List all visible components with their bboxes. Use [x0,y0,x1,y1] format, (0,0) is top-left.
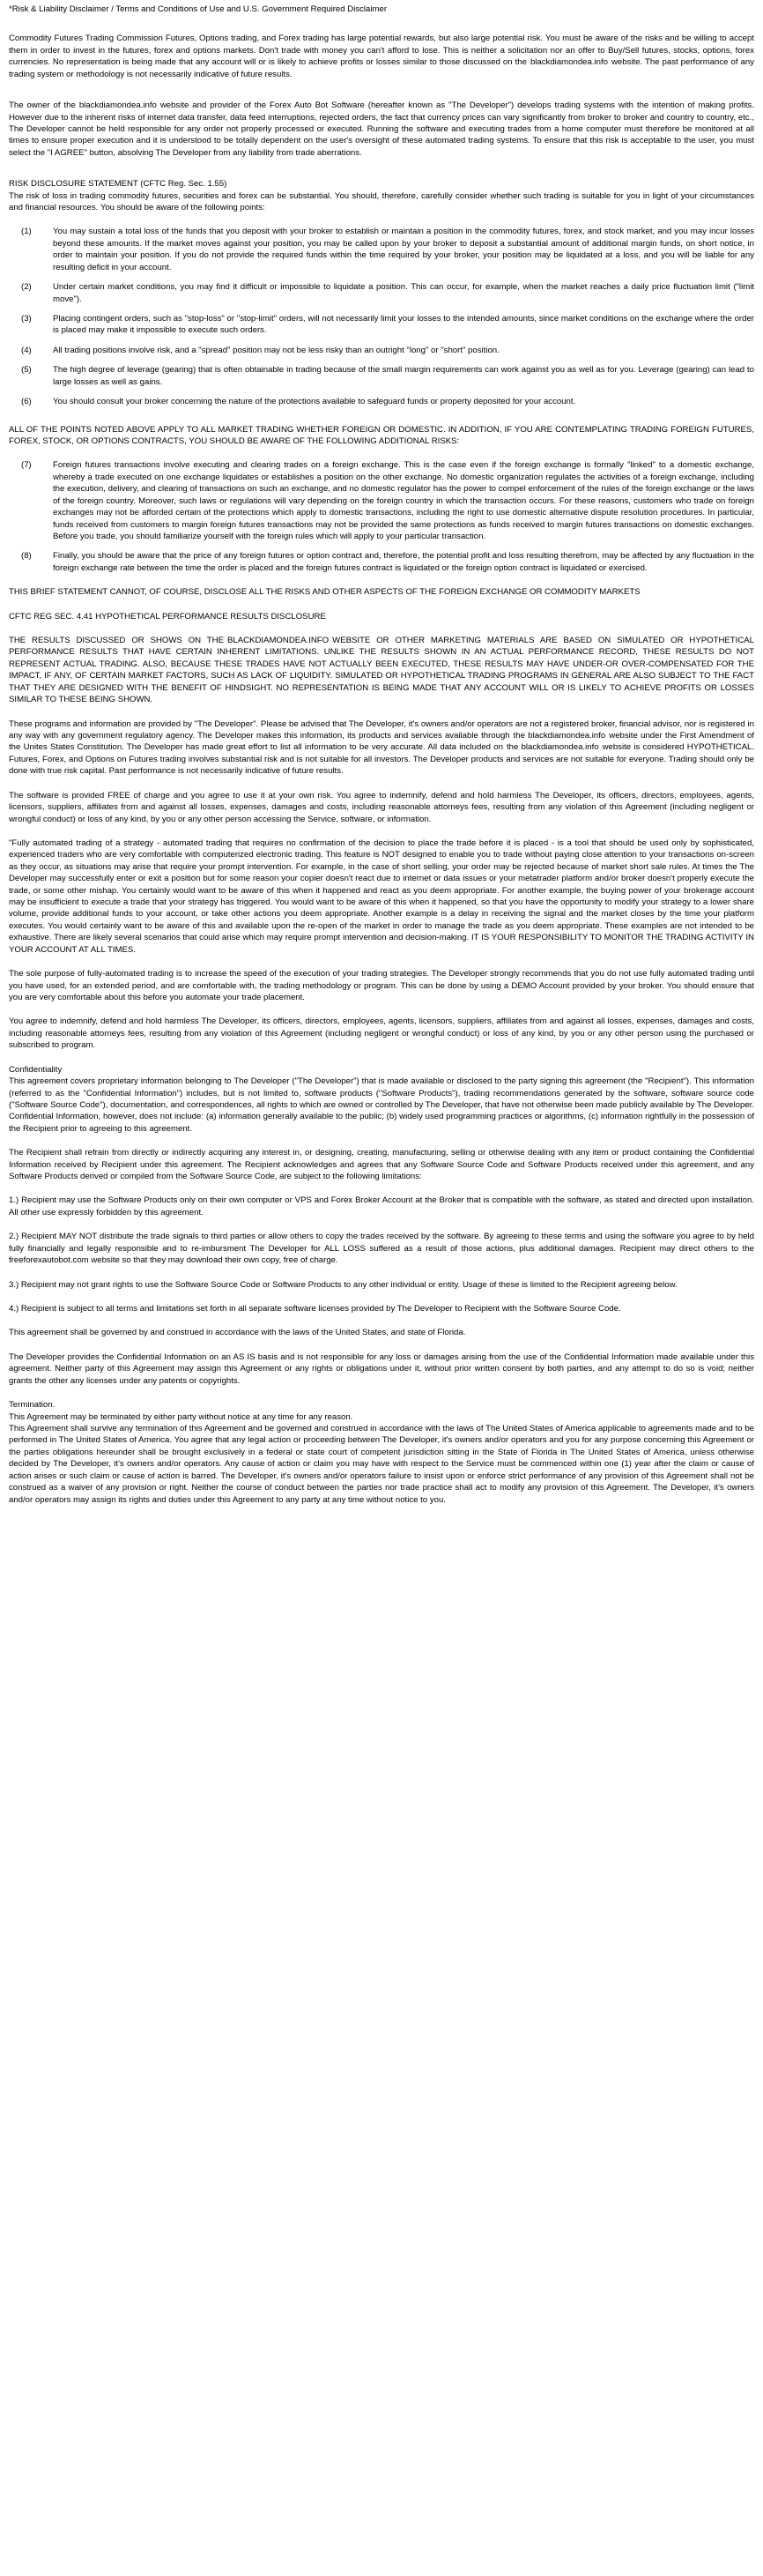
brief-statement: THIS BRIEF STATEMENT CANNOT, OF COURSE, DISCLOSE ALL THE RISKS AND OTHER ASPECTS OF THE FOREIGN EXCHANGE OR COMMODITY MARKETS [9,587,641,598]
risk-item [9,313,754,337]
risk-item-text: Foreign futures transactions involve executing and clearing trades on a foreign exchange. This is the case even if the foreign exchange is formally "linked" to a domestic exchange, whereby a trade executed on one exchange liquidates or establishes a position on the other exchange. No domestic organization regulates the activities of a foreign exchange, including the execution, delivery, and clearing of transactions on such an exchange, and no domestic regulator has the power to compel enforcement of the rules of the foreign exchange or the laws of the foreign country. Moreover, such laws or regulations will vary depending on the foreign country in which the transaction occurs. For these reasons, customers who trade on foreign exchanges may not be afforded certain of the protections which apply to domestic transactions, including the right to use domestic alternative dispute resolution procedures. In particular, funds received from customers to margin foreign futures transactions may not be provided the same protections as funds received to margin futures transactions on domestic exchanges. Before you trade, you should familiarize yourself with the foreign rules which will apply to your particular transaction. [53,460,754,541]
termination-heading: Termination. [9,1400,56,1411]
site-name: the blackdiamondea.info [513,730,606,741]
limitation-3: 3.) Recipient may not grant rights to use the Software Source Code or Software Products to any other individual or entity. Usage of these is limited to the Recipient agreeing below. [9,1279,678,1290]
as-is-paragraph: The Developer provides the Confidential Information on an AS IS basis and is not responsible for any loss or damages arising from the use of the Confidential Information made available under this agreement. Neither party of this Agreement may assign this Agreement or any rights or obligations under it, without prior written consent by both parties, and any attempt to do so is void; neither grants the other any licenses under any patents or copyrights. [9,1351,754,1386]
governing-law-paragraph: This agreement shall be governed by and construed in accordance with the laws of the United States, and state of Florida. [9,1328,466,1338]
site-name: the blackdiamondea.info [506,742,599,753]
site-name: blackdiamondea.info [78,101,157,111]
risk-item [9,345,754,356]
confidentiality-paragraph-1: This agreement covers proprietary information belonging to The Developer ("The Developer") that is made available or disclosed to the party signing this agreement (the "Recipient"). This information (referred to as the "Confidential Information") includes, but is not limited to, software products ("Software Products"), trading recommendations generated by the software, software source code ("Software Source Code"), documentation, and correspondences, all rights to which are owned or controlled by The Developer, that have not otherwise been made publicly available by The Developer. Confidential Information, however, does not include: (a) information generally available to the public; (b) widely used programming practices or algorithms, (c) information rightfully in the possession of the Recipient prior to agreeing to this agreement. [9,1076,754,1134]
site-name: BLACKDIAMONDEA.INFO [226,636,330,646]
risk-item-text: The high degree of leverage (gearing) that is often obtainable in trading because of the small margin requirements can work against you as well as for you. Leverage (gearing) can lead to large losses as well as gains. [53,365,754,387]
intro-paragraph-1: Commodity Futures Trading Commission Futures, Options trading, and Forex trading has large potential rewards, but also large potential risk. You must be aware of the risks and be willing to accept them in order to invest in the futures, forex and options markets. Don't trade with money you can't afford to lose. This is neither a solicitation nor an offer to Buy/Sell futures, stocks, options, forex currencies. No representation is being made that any account will or is likely to achieve profits or losses similar to those discussed on the blackdiamondea.info website. The past performance of any trading system or methodology is not necessarily indicative of future results. [9,34,754,79]
risk-item-number: (7) [21,460,32,471]
risk-heading: RISK DISCLOSURE STATEMENT (CFTC Reg. Sec. 1.55) [9,179,227,190]
risk-item-number: (1) [21,227,32,237]
sole-purpose-paragraph: The sole purpose of fully-automated trading is to increase the speed of the execution of your trading strategies. The Developer strongly recommends that you do not use fully automated trading until you have used, for an extended period, and are comfortable with, the trading methodology or program. This can be done by using a DEMO Account provided by your broker. You should ensure that you are very comfortable about this before you automate your trade placement. [9,969,754,1002]
risk-item-text: You may sustain a total loss of the funds that you deposit with your broker to establish or maintain a position in the commodity futures, forex, and stock market, and you may incur losses beyond these amounts. If the market moves against your position, you may be called upon by your broker to deposit a substantial amount of additional margin funds, on short notice, in order to maintain your position. If you do not provide the required funds within the time required by your broker, your position may be liquidated at a loss, and you will be liable for any resulting deficit in your account. [53,227,754,272]
risk-item-number: (5) [21,365,32,376]
risk-item [9,364,754,388]
intro-paragraph-2: The owner of the blackdiamondea.info website and provider of the Forex Auto Bot Software (hereafter known as "The Developer") develops trading systems with the intention of making profits. However due to the inherent risks of internet data transfer, data feed interruptions, rejected orders, the fact that currency prices can vary significantly from broker to broker and country to country, etc., The Developer cannot be held responsible for any order not properly processed or executed. Running the software and executing trades from a home computer must therefore be monitored at all times to ensure proper execution and it is understood to be totally dependent on the user's oversight of these automated trading systems. To ensure that this risk is acceptable to the user, you must select the "I AGREE" button, absolving The Developer from any liability from trade aberrations. [9,101,754,158]
risk-item-text: You should consult your broker concerning the nature of the protections available to safeguard funds or property deposited for your account. [53,397,576,407]
fully-automated-paragraph: "Fully automated trading of a strategy - automated trading that requires no confirmation of the decision to place the trade before it is placed - is a tool that should be used only by sophisticated, experienced traders who are very comfortable with computerized electronic trading. This feature is NOT designed to enable you to trade without paying close attention to your transactions on-screen as they occur, as situations may arise that require your prompt intervention. For example, in the case of short selling, your order may be rejected because of market short sale rules. At times the The Developer may successfully enter or exit a position but for some reason your copier doesn't react due to internet or data issues or your metatrader platform and/or broker doesn't properly execute the trade, or some other mishap. You certainly would want to be aware of this when it happened and react as you deem appropriate. For another example, the buying power of your brokerage account may be insufficient to execute a trade that your strategy has triggered. You would want to be aware of this when it happened, so that you have the opportunity to modify your strategy to a lower share volume, provide additional funds to your account, or take other actions you deem appropriate. Another example is a delay in receiving the signal and the market closes by the time your platform executes. You would certainly want to be aware of this and available upon the re-open of the market in order to manage the trade as you deem appropriate. These examples are not intended to be exhaustive. There are likely several scenarios that could arise which may require prompt intervention and decision-making. IT IS YOUR RESPONSIBILITY TO MONITOR THE TRADING ACTIVITY IN YOUR ACCOUNT AT ALL TIMES. [9,838,754,955]
programs-paragraph: These programs and information are provided by "The Developer". Please be advised that The Developer, it's owners and/or operators are not a registered broker, financial advisor, nor is registered in any way with any government regulatory agency. The Developer makes this information, its products and services available through the blackdiamondea.info website under the First Amendment of the Unites States Constitution. The Developer has made great effort to list all information to be very accurate. All data included on the blackdiamondea.info website is considered HYPOTHETICAL. Futures, Forex, and Options on Futures trading involves substantial risk and is not suitable for all investors. The Developer products and services are not suitable for everyone. Trading should only be done with true risk capital. Past performance is not necessarily indicative of future results. [9,718,754,777]
termination-paragraph: This Agreement may be terminated by either party without notice at any time for any reason. This Agreement shall survive any termination of this Agreement and be governed and construed in accordance with the laws of The United States of America applicable to agreements made and to be performed in The United States of America. You agree that any legal action or proceeding between The Developer, it's owners and/or operators and you for any purpose concerning this Agreement or the parties obligations hereunder shall be brought exclusively in a federal or state court of competent jurisdiction sitting in the State of Florida in The United States of America, unless otherwise decided by The Developer, it's owners and/or operators. Any cause of action or claim you may have with respect to the Service must be commenced within one (1) year after the claim or cause of action arises or such claim or cause of action is barred. The Developer, it's owners and/or operators failure to insist upon or enforce strict performance of any provision of this Agreement shall not be construed as a waiver of any provision or right. Neither the course of conduct between the parties nor trade practice shall act to modify any provision of this Agreement. The Developer, it's owners and/or operators may assign its rights and duties under this Agreement to any party at any time without notice to you. [9,1411,754,1505]
confidentiality-heading: Confidentiality [9,1064,63,1075]
risk-intro: The risk of loss in trading commodity futures, securities and forex can be substantial. You should, therefore, carefully consider whether such trading is suitable for you in light of your circumstances and financial resources. You should be aware of the following points: [9,190,754,213]
foreign-risk-heading: ALL OF THE POINTS NOTED ABOVE APPLY TO ALL MARKET TRADING WHETHER FOREIGN OR DOMESTIC. IN ADDITION, IF YOU ARE CONTEMPLATING TRADING FOREIGN FUTURES, FOREX, STOCK, OR OPTIONS CONTRACTS, YOU SHOULD BE AWARE OF THE FOLLOWING ADDITIONAL RISKS: [9,424,754,446]
risk-item [9,550,754,574]
risk-item-number: (6) [21,397,32,407]
limitation-2: 2.) Recipient MAY NOT distribute the trade signals to third parties or allow others to copy the trades received by the software. By agreeing to these terms and using the software you agree to by held fully financially and legally responsible and to re-imbursment The Developer for ALL LOSS suffered as a result of those actions, plus additional damages. Recipient may direct others to the freeforexautobot.com website so that they may download their own copy, free of charge. [9,1232,754,1266]
confidentiality-paragraph-2: The Recipient shall refrain from directly or indirectly acquiring any interest in, or designing, creating, manufacturing, selling or otherwise dealing with any item or product containing the Confidential Information received by Recipient under this agreement. The Recipient acknowledges and agrees that any Software Source Code and Software Products received under this agreement, and any Software Products derived or compiled from the Software Source Code, are subject to the following limitations: [9,1148,754,1182]
risk-item-number: (8) [21,551,32,562]
risk-item [9,281,754,305]
document-title: *Risk & Liability Disclaimer / Terms and Conditions of Use and U.S. Government Required Disclaimer [9,4,388,14]
limitation-1: 1.) Recipient may use the Software Products only on their own computer or VPS and Forex Broker Account at the Broker that is compatible with the software, as stated and directed upon installation. All other use expressly forbidden by this agreement. [9,1195,754,1217]
site-name: blackdiamondea.info [530,57,608,68]
free-software-paragraph: The software is provided FREE of charge and you agree to use it at your own risk. You agree to indemnify, defend and hold harmless The Developer, its officers, directors, employees, agents, licensors, suppliers, affiliates from and against all losses, expenses, damages and costs, including reasonable attorneys fees, resulting from any violation of this Agreement (including negligent or wrongful conduct) or loss of any kind, by you or any other person accessing the Service, software, or information. [9,790,754,824]
risk-item-number: (4) [21,345,32,355]
risk-item-text: All trading positions involve risk, and a "spread" position may not be less risky than an outright "long" or "short" position. [53,345,500,355]
indemnify-paragraph: You agree to indemnify, defend and hold harmless The Developer, its officers, directors, employees, agents, licensors, suppliers, affiliates from and against all losses, expenses, damages and costs, including reasonable attorneys fees, resulting from any violation of this Agreement (including negligent or wrongful conduct) or loss of any kind, by you or any other person using the purchased or subscribed to program. [9,1016,754,1051]
limitation-4: 4.) Recipient is subject to all terms and limitations set forth in all separate software licenses provided by The Developer to Recipient with the Software Source Code. [9,1304,621,1314]
risk-item [9,396,754,407]
risk-item-number: (3) [21,314,32,324]
risk-item-text: Under certain market conditions, you may find it difficult or impossible to liquidate a position. This can occur, for example, when the market reaches a daily price fluctuation limit ("limit move"). [53,282,754,304]
risk-item-text: Finally, you should be aware that the price of any foreign futures or option contract and, therefore, the potential profit and loss resulting therefrom, may be affected by any fluctuation in the foreign exchange rate between the time the order is placed and the foreign futures contract is liquidated or the foreign option contract is liquidated or exercised. [53,551,754,573]
risk-item [9,226,754,273]
hypothetical-heading: CFTC REG SEC. 4.41 HYPOTHETICAL PERFORMANCE RESULTS DISCLOSURE [9,611,326,622]
hypothetical-paragraph: THE RESULTS DISCUSSED OR SHOWS ON THE BLACKDIAMONDEA.INFO WEBSITE OR OTHER MARKETING MATERIALS ARE BASED ON SIMULATED OR HYPOTHETICAL PERFORMANCE RESULTS THAT HAVE CERTAIN INHERENT LIMITATIONS. UNLIKE THE RESULTS SHOWN IN AN ACTUAL PERFORMANCE RECORD, THESE RESULTS DO NOT REPRESENT ACTUAL TRADING. ALSO, BECAUSE THESE TRADES HAVE NOT ACTUALLY BEEN EXECUTED, THESE RESULTS MAY HAVE UNDER-OR OVER-COMPENSATED FOR THE IMPACT, IF ANY, OF CERTAIN MARKET FACTORS, SUCH AS LACK OF LIQUIDITY. SIMULATED OR HYPOTHETICAL TRADING PROGRAMS IN GENERAL ARE ALSO SUBJECT TO THE FACT THAT THEY ARE DESIGNED WITH THE BENEFIT OF HINDSIGHT. NO REPRESENTATION IS BEING MADE THAT ANY ACCOUNT WILL OR IS LIKELY TO ACHIEVE PROFITS OR LOSSES SIMILAR TO THESE BEING SHOWN. [9,636,754,705]
risk-item-number: (2) [21,282,32,293]
risk-item [9,459,754,542]
risk-item-text: Placing contingent orders, such as "stop-loss" or "stop-limit" orders, will not necessarily limit your losses to the intended amounts, since market conditions on the exchange where the order is placed may make it impossible to execute such orders. [53,314,754,336]
